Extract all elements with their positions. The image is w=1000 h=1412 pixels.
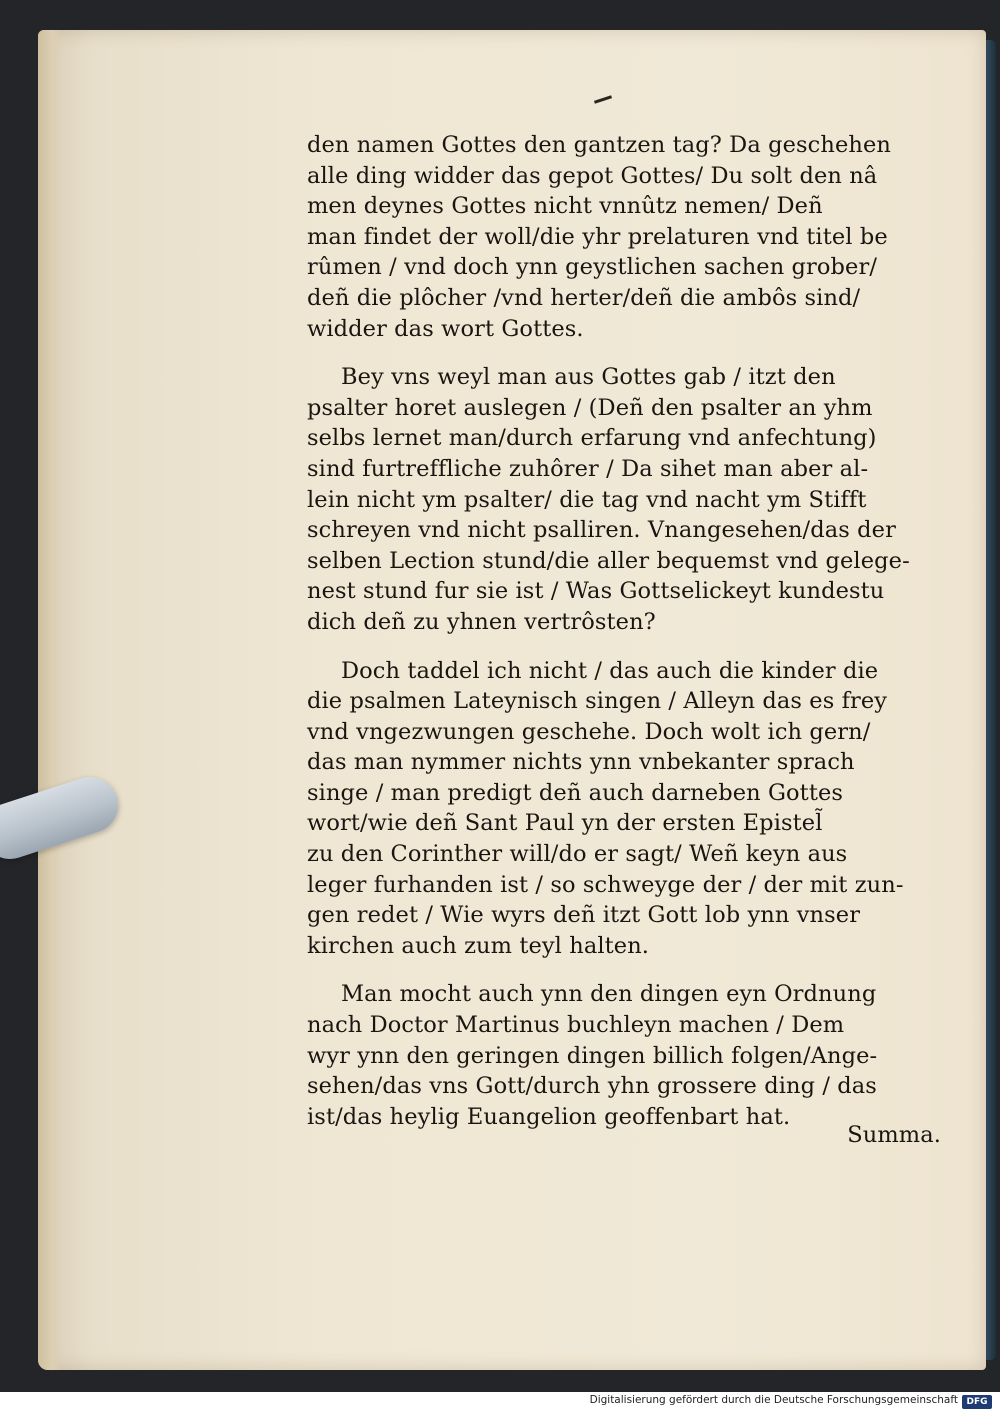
paragraph-4 <box>307 979 947 1151</box>
text-line: kirchen auch zum teyl halten. <box>307 932 650 959</box>
paragraph-2 <box>307 362 947 637</box>
text-line: sehen/das vns Gott/durch yhn grossere ding / das <box>307 1073 877 1100</box>
text-line: lein nicht ym psalter/ die tag vnd nacht ym Stifft <box>307 486 867 513</box>
dfg-logo: DFG <box>962 1395 992 1409</box>
text-line: Man mocht auch ynn den dingen eyn Ordnung <box>341 981 877 1008</box>
text-line: alle ding widder das gepot Gottes/ Du solt den nâ <box>307 162 878 189</box>
text-line: selben Lection stund/die aller bequemst vnd gelege- <box>307 547 910 574</box>
text-line: schreyen vnd nicht psalliren. Vnangesehen/das der <box>307 517 896 544</box>
text-line: wyr ynn den geringen dingen billich folgen/Ange- <box>307 1042 878 1069</box>
text-line: Doch taddel ich nicht / das auch die kinder die <box>341 657 879 684</box>
text-line: wort/wie deñ Sant Paul yn der ersten Epistel̃ <box>307 810 823 837</box>
text-line: dich deñ zu yhnen vertrôsten? <box>307 608 656 635</box>
text-line: widder das wort Gottes. <box>307 315 584 342</box>
text-line: nest stund fur sie ist / Was Gottselickeyt kundestu <box>307 578 885 605</box>
text-line: rûmen / vnd doch ynn geystlichen sachen grober/ <box>307 254 878 281</box>
text-line: vnd vngezwungen geschehe. Doch wolt ich gern/ <box>307 718 871 745</box>
paragraph-1 <box>307 130 947 344</box>
text-line: nach Doctor Martinus buchleyn machen / Dem <box>307 1012 845 1039</box>
text-line: psalter horet auslegen / (Deñ den psalter an yhm <box>307 394 873 421</box>
text-line: das man nymmer nichts ynn vnbekanter sprach <box>307 749 855 776</box>
text-line: gen redet / Wie wyrs deñ itzt Gott lob ynn vnser <box>307 902 861 929</box>
page-gutter <box>38 30 62 1370</box>
page-text <box>307 130 947 1169</box>
funding-credit: Digitalisierung gefördert durch die Deutsche Forschungsgemeinschaft <box>589 1394 958 1406</box>
text-line: die psalmen Lateynisch singen / Alleyn das es frey <box>307 688 888 715</box>
catchword: Summa. <box>847 1122 941 1149</box>
text-line: selbs lernet man/durch erfarung vnd anfechtung) <box>307 425 877 452</box>
text-line: ist/das heylig Euangelion geoffenbart hat. <box>307 1103 791 1130</box>
paragraph-3 <box>307 656 947 962</box>
text-line: deñ die plôcher /vnd herter/deñ die ambôs sind/ <box>307 284 861 311</box>
text-line: man findet der woll/die yhr prelaturen vnd titel be <box>307 223 888 250</box>
text-line: men deynes Gottes nicht vnnûtz nemen/ Deñ <box>307 193 823 220</box>
text-line: Bey vns weyl man aus Gottes gab / itzt den <box>341 364 836 391</box>
text-line: zu den Corinther will/do er sagt/ Weñ keyn aus <box>307 841 848 868</box>
text-line: sind furtreffliche zuhôrer / Da sihet man aber al- <box>307 455 869 482</box>
text-line: den namen Gottes den gantzen tag? Da geschehen <box>307 132 891 158</box>
digitization-footer <box>0 1392 1000 1412</box>
text-line: singe / man predigt deñ auch darneben Gottes <box>307 779 844 806</box>
text-line: leger furhanden ist / so schweyge der / der mit zun- <box>307 871 904 898</box>
